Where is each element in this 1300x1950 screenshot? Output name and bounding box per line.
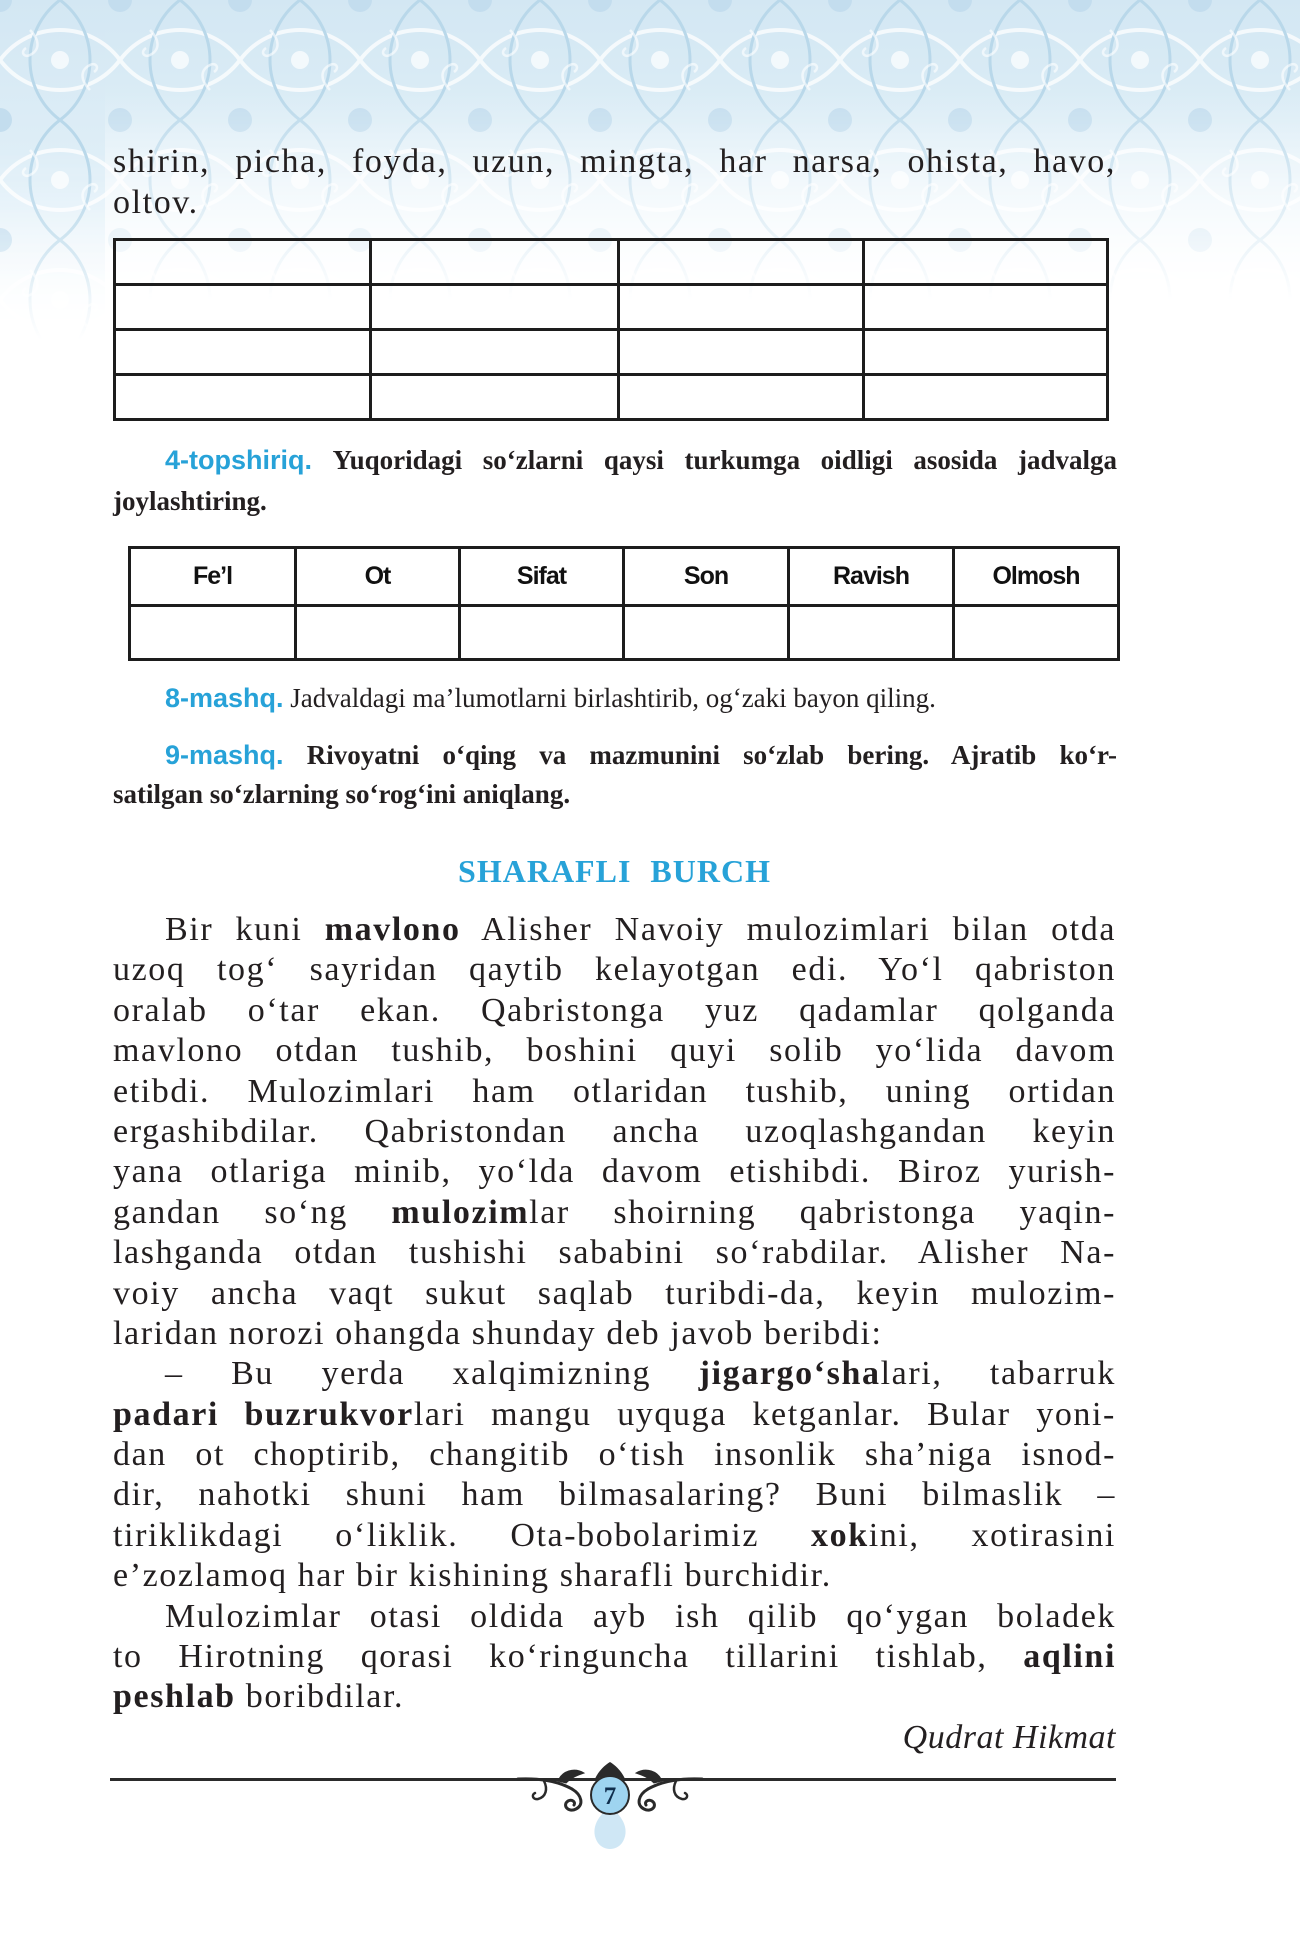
story-line [113,1314,1116,1354]
table-cell [864,285,1108,330]
story-text: Bir kuni [165,911,325,948]
story-line [113,1152,1116,1192]
table-row [115,285,1108,330]
word-list-line-2: oltov. [113,184,199,221]
task-4-label: 4-topshiriq. [165,445,312,475]
story-text: laridan norozi ohangda shunday deb javob beribdi: [113,1314,883,1352]
story-text: dir, nahotki shuni ham bilmasalaring? Buni bilmaslik – [113,1476,1116,1514]
story-text-body [113,910,1116,1718]
story-text: Mulozimlar otasi oldida ayb ish qilib qo‘ygan boladek [165,1597,1116,1635]
task-4-line-1 [113,440,1117,481]
story-line [113,950,1116,990]
story-text: ergashibdilar. Qabristondan ancha uzoqlashgandan keyin [113,1112,1116,1150]
exercise-9-line-2: satilgan so‘zlarning so‘rog‘ini aniqlang. [113,779,571,809]
story-line [113,1677,1116,1717]
story-text: oralab o‘tar ekan. Qabristonga yuz qadamlar qolganda [113,991,1116,1029]
table-cell [371,330,619,375]
empty-answer-table [113,238,1109,421]
story-line [113,1193,1116,1233]
table-cell [115,240,371,285]
table-row [130,606,1119,660]
table-row [115,375,1108,420]
story-text: etibdi. Mulozimlari ham otlaridan tushib, uning ortidan [113,1072,1116,1110]
story-text: lari, tabarruk [880,1355,1117,1393]
column-header-adjective: Sifat [460,548,624,606]
story-line [113,1637,1116,1677]
table-cell [624,606,789,660]
story-author: Qudrat Hikmat [902,1718,1116,1756]
story-title: SHARAFLI BURCH [458,853,771,889]
column-header-noun: Ot [296,548,460,606]
table-cell [864,240,1108,285]
table-cell [115,285,371,330]
story-text: gandan so‘ng [113,1193,392,1231]
story-line [113,1395,1116,1435]
table-cell [789,606,954,660]
column-header-verb: Fe’l [130,548,296,606]
story-line [113,1556,1116,1596]
story-line [113,991,1116,1031]
task-4-line-2: joylashtiring. [113,486,267,516]
exercise-8-label: 8-mashq. [165,683,284,713]
highlighted-word: jigargo‘sha [698,1355,881,1393]
table-cell [115,375,371,420]
exercise-9-line-1 [113,736,1117,775]
story-text: lari mangu uyquga ketganlar. Bular yoni- [413,1395,1116,1433]
table-cell [130,606,296,660]
story-text: yana otlariga minib, yo‘lda davom etishibdi. Biroz yurish- [113,1153,1116,1191]
table-cell [371,240,619,285]
exercise-8 [113,678,1117,718]
story-text: dan ot choptirib, changitib o‘tish insonlik sha’niga isnod- [113,1436,1116,1474]
exercise-9-label: 9-mashq. [165,740,284,770]
right-swirl-ornament [636,1770,702,1810]
highlighted-word: xok [811,1516,869,1554]
word-list-line-1: shirin, picha, foyda, uzun, mingta, har narsa, ohista, havo, [113,143,1116,180]
task-4 [113,440,1117,522]
story-text: voiy ancha vaqt sukut saqlab turibdi-da, keyin mulozim- [113,1274,1116,1312]
column-header-adverb: Ravish [789,548,954,606]
story-text: e’zozlamoq har bir kishining sharafli burchidir. [113,1557,832,1595]
table-row [115,240,1108,285]
left-ornament-background [0,0,105,340]
exercise-8-text: Jadvaldagi ma’lumotlarni birlashtirib, og‘zaki bayon qiling. [290,683,936,713]
table-cell [371,375,619,420]
parts-of-speech-table [128,546,1120,661]
story-line [113,1475,1116,1515]
story-text: boribdilar. [235,1678,405,1716]
story-text: – Bu yerda xalqimizning [165,1355,699,1393]
word-list [113,141,1116,223]
highlighted-word: mavlono [324,911,461,948]
table-cell [460,606,624,660]
task-4-text: Yuqoridagi so‘zlarni qaysi turkumga oidligi asosida jadvalga [332,445,1117,475]
exercise-9 [113,736,1117,814]
story-line [113,1516,1116,1556]
left-swirl-ornament [518,1770,584,1810]
table-row [115,330,1108,375]
highlighted-word: aqlini [1023,1638,1116,1676]
story-text: lar shoirning qabristonga yaqin- [529,1193,1116,1231]
highlighted-word: padari buzrukvor [113,1395,414,1433]
table-header-row [130,548,1119,606]
story-line [113,910,1116,950]
table-cell [619,330,864,375]
table-cell [864,330,1108,375]
story-line [113,1597,1116,1637]
story-line [113,1435,1116,1475]
story-line [113,1031,1116,1071]
story-line [113,1072,1116,1112]
story-text: lashganda otdan tushishi sababini so‘rabdilar. Alisher Na- [113,1234,1116,1272]
table-cell [619,375,864,420]
highlighted-word: peshlab [113,1678,236,1716]
table-cell [954,606,1119,660]
story-text: tiriklikdagi o‘liklik. Ota-bobolarimiz [113,1516,812,1554]
column-header-numeral: Son [624,548,789,606]
story-line [113,1354,1116,1394]
story-line [113,1233,1116,1273]
left-ornament-pattern [0,0,105,340]
story [113,910,1116,1758]
table-cell [115,330,371,375]
column-header-pronoun: Olmosh [954,548,1119,606]
table-cell [619,285,864,330]
story-line [113,1112,1116,1152]
exercise-9-text: Rivoyatni o‘qing va mazmunini so‘zlab bering. Ajratib ko‘r- [306,740,1118,770]
table-cell [371,285,619,330]
story-text: mavlono otdan tushib, boshini quyi solib yo‘lida davom [113,1032,1116,1070]
highlighted-word: mulozim [391,1193,530,1231]
table-cell [619,240,864,285]
story-text: to Hirotning qorasi ko‘ringuncha tillarini tishlab, [113,1638,1024,1676]
page-number-ornament [500,1745,720,1857]
story-line [113,1274,1116,1314]
story-text: ini, xotirasini [868,1516,1116,1554]
story-text: Alisher Navoiy mulozimlari bilan otda [460,911,1117,948]
story-text: uzoq tog‘ sayridan qaytib kelayotgan edi. Yo‘l qabriston [113,951,1116,989]
table-cell [296,606,460,660]
page-number: 7 [603,1783,617,1810]
table-cell [864,375,1108,420]
